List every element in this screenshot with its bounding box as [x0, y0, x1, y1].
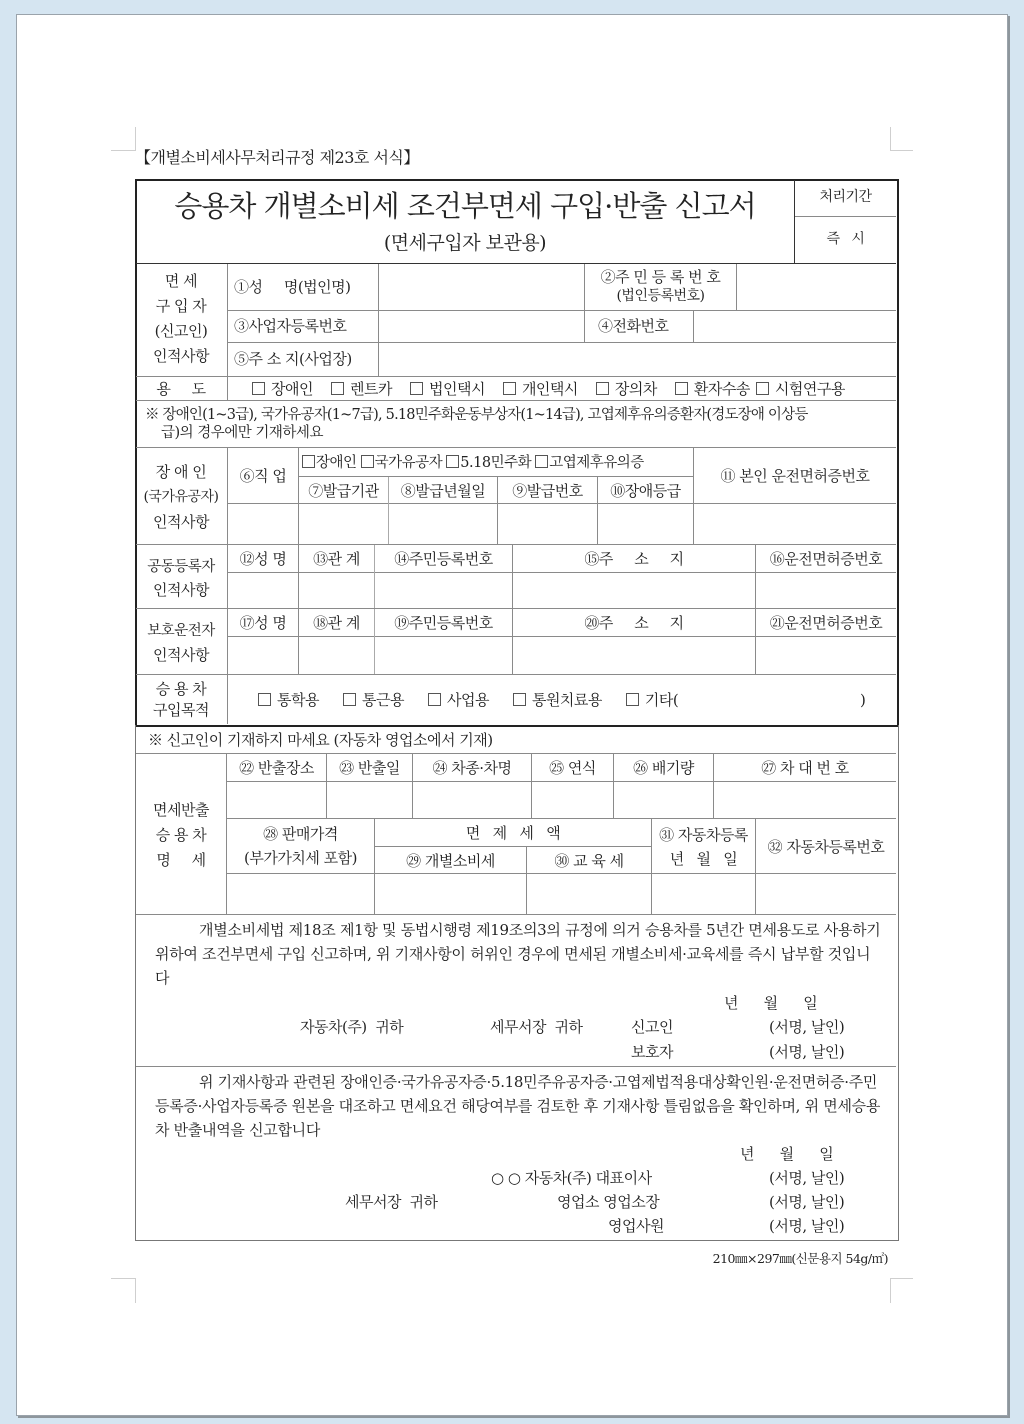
co-owner-license-header: ⑯운전면허증번호 [769, 550, 883, 568]
checkbox-icon[interactable] [302, 455, 315, 468]
displacement-input[interactable] [615, 783, 712, 817]
job-label: ⑥직 업 [239, 467, 287, 485]
release-date-header: ㉓ 반출일 [339, 759, 400, 777]
sale-price-vat-label: (부가가치세 포함) [244, 849, 357, 867]
guardian-rrn-input[interactable] [376, 638, 511, 673]
guardian-label-2: 인적사항 [153, 646, 209, 664]
co-owner-name-input[interactable] [229, 574, 297, 607]
co-owner-name-header: ⑫성 명 [239, 550, 287, 568]
education-tax-input[interactable] [528, 875, 650, 913]
salesperson-sign[interactable]: (서명, 날인) [769, 1217, 845, 1235]
disabled-type-options [302, 453, 644, 473]
checkbox-icon[interactable] [446, 455, 459, 468]
form-subtitle: (면세구입자 보관용) [383, 232, 547, 254]
ceo-sign[interactable]: (서명, 날인) [769, 1169, 845, 1187]
rrn-input[interactable] [738, 266, 894, 309]
purpose-label-2: 구입목적 [153, 701, 209, 719]
notice-disabled-line2: 급)의 경우에만 기재하세요 [161, 425, 323, 441]
release-place-header: ㉒ 반출장소 [239, 759, 314, 777]
checkbox-icon[interactable] [503, 382, 516, 395]
checkbox-icon[interactable] [596, 382, 609, 395]
vehicle-label-3: 명 세 [156, 851, 206, 869]
co-owner-relation-input[interactable] [300, 574, 373, 607]
co-owner-label-1: 공동등록자 [147, 559, 215, 575]
own-license-input[interactable] [695, 505, 894, 543]
checkbox-icon[interactable] [361, 455, 374, 468]
disability-grade-input[interactable] [599, 505, 692, 543]
year-input[interactable] [533, 783, 612, 817]
checkbox-icon[interactable] [258, 693, 271, 706]
issuer-col-header: ⑦발급기관 [308, 482, 379, 500]
guardian-license-input[interactable] [757, 638, 895, 673]
checkbox-icon[interactable] [252, 382, 265, 395]
education-tax-label: ㉚ 교 육 세 [554, 852, 624, 870]
checkbox-icon[interactable] [535, 455, 548, 468]
reg-date-input[interactable] [653, 875, 754, 913]
buyer-section-label-2: 구 입 자 [155, 297, 207, 315]
usage-option-disabled[interactable]: 장애인 [252, 380, 313, 398]
address-input[interactable] [380, 344, 894, 375]
issue-date-col-header: ⑧발급년월일 [400, 482, 486, 500]
checkbox-icon[interactable] [410, 382, 423, 395]
usage-option-private-taxi[interactable]: 개인택시 [503, 380, 578, 398]
to-dealer: 자동차(주) 귀하 [300, 1018, 404, 1036]
bizno-input[interactable] [380, 312, 582, 341]
release-date-input[interactable] [328, 783, 411, 817]
own-license-label: ⑪ 본인 운전면허증번호 [720, 467, 870, 485]
vin-input[interactable] [715, 783, 895, 817]
issue-date-input[interactable] [390, 505, 496, 543]
buyer-section-label-1: 면 세 [164, 272, 198, 290]
checkbox-icon[interactable] [428, 693, 441, 706]
guardian-relation-header: ⑱관 계 [313, 614, 360, 632]
guardian-label-1: 보호운전자 [147, 623, 215, 639]
usage-label: 용 도 [156, 380, 206, 398]
salesperson-label: 영업사원 [608, 1217, 664, 1235]
branch-manager-sign[interactable]: (서명, 날인) [769, 1193, 845, 1211]
purpose-label-1: 승 용 차 [155, 680, 207, 698]
confirmation-date: 년 월 일 [740, 1145, 834, 1163]
checkbox-icon[interactable] [343, 693, 356, 706]
usage-option-rentcar[interactable]: 렌트카 [331, 380, 392, 398]
crop-mark-tr [890, 127, 913, 151]
purpose-option-school[interactable]: 통학용 [258, 691, 319, 709]
crop-mark-tl [111, 127, 136, 151]
purpose-options [258, 690, 678, 710]
release-place-input[interactable] [228, 783, 325, 817]
co-owner-rrn-header: ⑭주민등록번호 [394, 550, 493, 568]
displacement-header: ㉖ 배기량 [633, 759, 694, 777]
branch-manager-label: 영업소 영업소장 [557, 1193, 660, 1211]
regulation-label: 【개별소비세사무처리규정 제23호 서식】 [135, 148, 419, 167]
sale-price-label: ㉘ 판매가격 [263, 825, 338, 843]
reg-number-input[interactable] [757, 875, 895, 913]
excise-tax-input[interactable] [376, 875, 525, 913]
buyer-section-label-3: (신고인) [154, 322, 208, 340]
sale-price-input[interactable] [228, 875, 373, 913]
guardian-name-header: ⑰성 명 [239, 614, 287, 632]
year-header: ㉕ 연식 [549, 759, 596, 777]
confirmation-text: 위 기재사항과 관련된 장애인증·국가유공자증·5.18민주유공자증·고엽제법적용대상확인원·운전면허증·주민등록증·사업자등록증 원본을 대조하고 면세요건 해당여부를 검토한 후 기재사항 틀림없음을 확인하며, 위 면세승용차 반출내역을 신고합니다 [155, 1073, 881, 1139]
type-option-disabled[interactable]: 장애인 [302, 455, 357, 471]
to-tax-office-1: 세무서장 귀하 [490, 1018, 583, 1036]
checkbox-icon[interactable] [756, 382, 769, 395]
declaration-text: 개별소비세법 제18조 제1항 및 동법시행령 제19조의3의 규정에 의거 승용차를 5년간 면세용도로 사용하기 위하여 조건부면세 구입 신고하며, 위 기재사항이 허위인 경우에 면세된 개별소비세·교육세를 즉시 납부할 것입니다 [155, 921, 881, 987]
vehicle-label-1: 면세반출 [153, 801, 209, 819]
guardian-address-input[interactable] [514, 638, 754, 673]
crop-mark-bl [111, 1278, 136, 1303]
guardian-name-input[interactable] [229, 638, 297, 673]
usage-option-corp-taxi[interactable]: 법인택시 [410, 380, 485, 398]
disabled-section-label-3: 인적사항 [153, 513, 209, 531]
co-owner-label-2: 인적사항 [153, 581, 209, 599]
guardian-rrn-header: ⑲주민등록번호 [394, 614, 493, 632]
name-input[interactable] [380, 266, 582, 309]
phone-input[interactable] [695, 312, 894, 341]
type-option-agent-orange[interactable]: 고엽제후유의증 [535, 455, 644, 471]
purpose-other-close: ) [860, 691, 866, 709]
model-input[interactable] [414, 783, 530, 817]
purpose-other-input[interactable] [700, 689, 860, 711]
ceo-label: ○ ○ 자동차(주) 대표이사 [491, 1169, 652, 1187]
phone-label: ④전화번호 [598, 317, 669, 335]
usage-options [252, 379, 845, 399]
type-option-veteran[interactable]: 국가유공자 [361, 455, 443, 471]
checkbox-icon[interactable] [675, 382, 688, 395]
form-title: 승용차 개별소비세 조건부면세 구입·반출 신고서 [174, 189, 756, 223]
co-owner-address-input[interactable] [514, 574, 754, 607]
guardian-address-header: ⑳주 소 지 [584, 614, 684, 632]
processing-period-value: 즉 시 [826, 231, 865, 247]
notice-dealer-only: ※ 신고인이 기재하지 마세요 (자동차 영업소에서 기재) [148, 731, 493, 749]
usage-option-test-research[interactable]: 시험연구용 [756, 380, 845, 398]
usage-option-hearse[interactable]: 장의차 [596, 380, 657, 398]
exempt-tax-label: 면 제 세 액 [465, 824, 561, 842]
checkbox-icon[interactable] [331, 382, 344, 395]
buyer-section-label-4: 인적사항 [153, 347, 209, 365]
disabled-section-label-2: (국가유공자) [143, 489, 219, 505]
purpose-option-business[interactable]: 사업용 [428, 691, 489, 709]
guardian-relation-input[interactable] [300, 638, 373, 673]
checkbox-icon[interactable] [626, 693, 639, 706]
guardian-sign-label: 보호자 [631, 1043, 673, 1061]
name-label: ①성 명(법인명) [234, 278, 351, 296]
co-owner-rrn-input[interactable] [376, 574, 511, 607]
to-tax-office-2: 세무서장 귀하 [345, 1193, 438, 1211]
co-owner-address-header: ⑮주 소 지 [584, 550, 684, 568]
corp-reg-label: (법인등록번호) [616, 288, 705, 304]
guardian-sign[interactable]: (서명, 날인) [769, 1043, 845, 1061]
issue-number-col-header: ⑨발급번호 [512, 482, 583, 500]
declarant-label: 신고인 [631, 1018, 673, 1036]
reg-number-label: ㉜ 자동차등록번호 [767, 838, 885, 856]
disability-grade-col-header: ⑩장애등급 [610, 482, 681, 500]
reg-date-label-1: ㉛ 자동차등록 [659, 826, 748, 844]
co-owner-relation-header: ⑬관 계 [313, 550, 360, 568]
crop-mark-br [890, 1278, 913, 1303]
checkbox-icon[interactable] [513, 693, 526, 706]
issuer-input[interactable] [300, 505, 387, 543]
declarant-sign[interactable]: (서명, 날인) [769, 1018, 845, 1036]
bizno-label: ③사업자등록번호 [234, 317, 347, 335]
purpose-option-treatment[interactable]: 통원치료용 [513, 691, 602, 709]
issue-number-input[interactable] [499, 505, 596, 543]
notice-disabled-line1: ※ 장애인(1~3급), 국가유공자(1~7급), 5.18민주화운동부상자(1~14급), 고엽제후유의증환자(경도장애 이상등 [145, 407, 808, 423]
guardian-license-header: ㉑운전면허증번호 [769, 614, 883, 632]
purpose-option-commute[interactable]: 통근용 [343, 691, 404, 709]
paper-size-footer: 210㎜×297㎜(신문용지 54g/㎡) [712, 1251, 888, 1266]
processing-period-label: 처리기간 [819, 189, 872, 205]
rrn-label: ②주 민 등 록 번 호 [600, 268, 721, 286]
usage-option-patient-transport[interactable]: 환자수송 [675, 380, 750, 398]
disabled-section-label-1: 장 애 인 [155, 463, 207, 481]
purpose-option-other[interactable]: 기타( [626, 691, 678, 709]
address-label: ⑤주 소 지(사업장) [234, 350, 352, 368]
excise-tax-label: ㉙ 개별소비세 [406, 852, 495, 870]
model-header: ㉔ 차종·차명 [432, 759, 512, 777]
vehicle-label-2: 승 용 차 [155, 826, 207, 844]
declaration-date: 년 월 일 [724, 994, 818, 1012]
reg-date-label-2: 년 월 일 [669, 850, 738, 868]
vin-header: ㉗ 차 대 번 호 [761, 759, 849, 777]
co-owner-license-input[interactable] [757, 574, 895, 607]
type-option-518[interactable]: 5.18민주화 [446, 455, 531, 471]
